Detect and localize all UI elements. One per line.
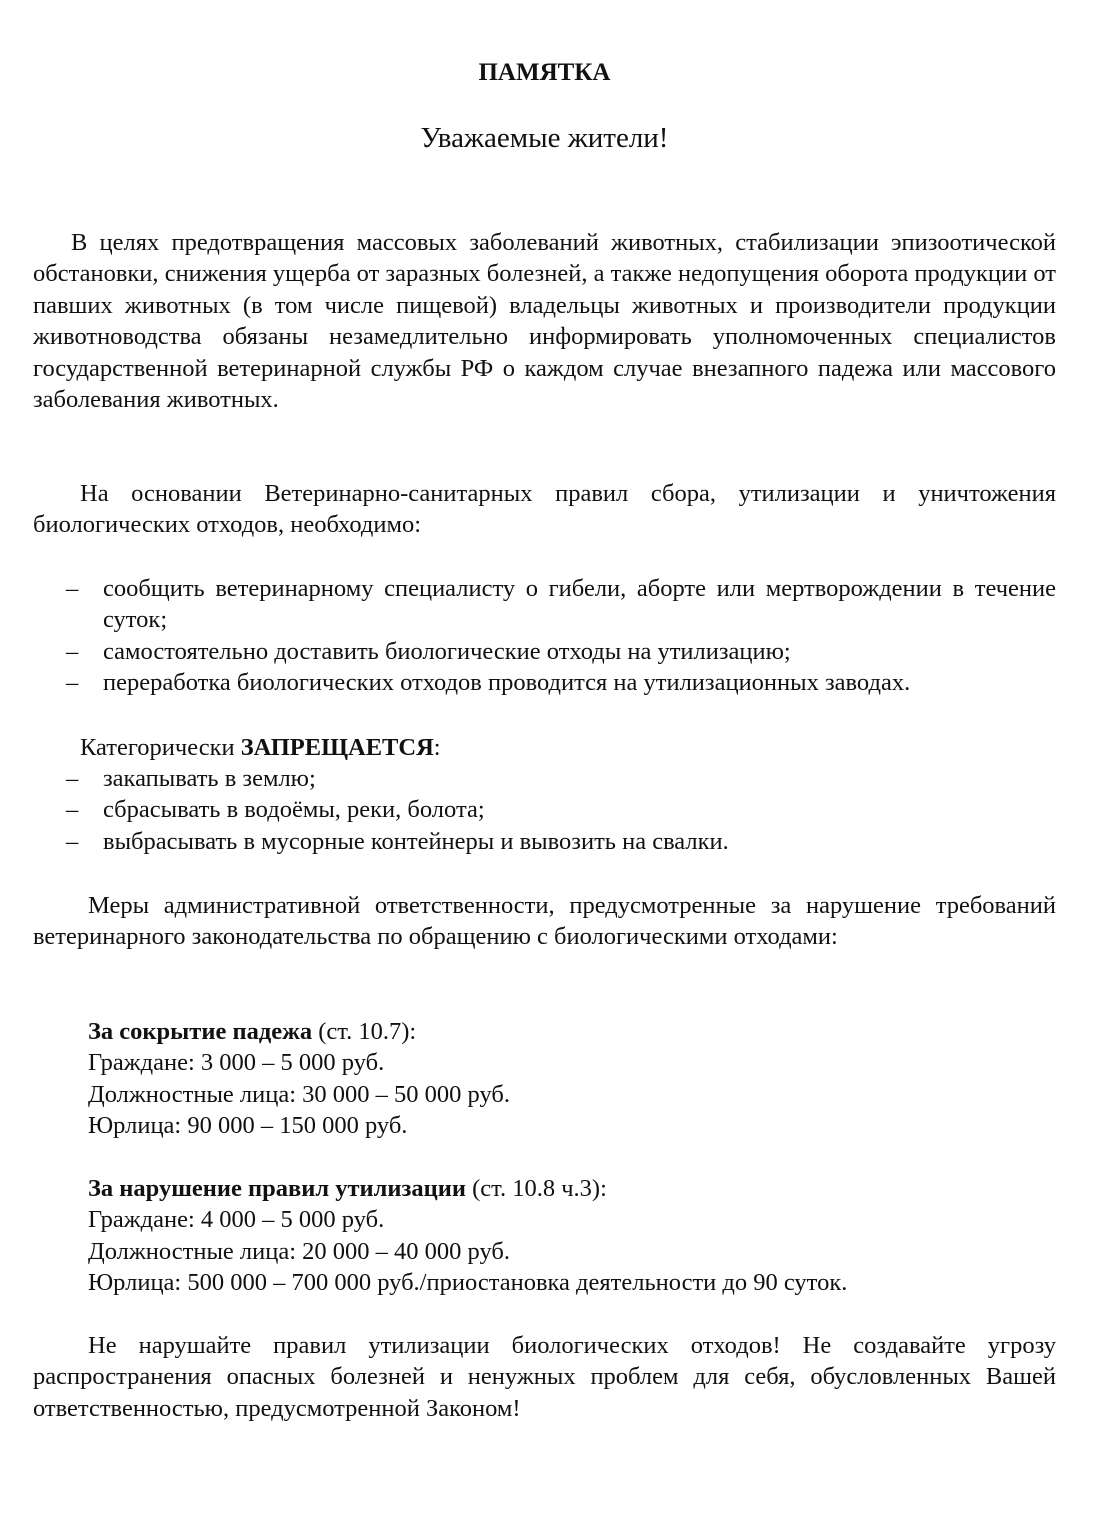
dash-bullet: –: [66, 765, 79, 792]
prohibited-heading: [33, 732, 1056, 763]
fine-line: Граждане: 3 000 – 5 000 руб.: [88, 1049, 385, 1077]
list-item: [33, 826, 1056, 857]
closing-paragraph: Не нарушайте правил утилизации биологических отходов! Не создавайте угрозу распространения опасных болезней и ненужных проблем для себя, обусловленных Вашей ответственностью, предусмотренной Законом!: [33, 1332, 1056, 1422]
list-item: [33, 794, 1056, 825]
list-item-text: переработка биологических отходов проводится на утилизационных заводах.: [103, 669, 911, 697]
fine-group: [88, 1173, 1056, 1299]
dash-bullet: –: [66, 637, 79, 665]
rules-paragraph: На основании Ветеринарно-санитарных правил сбора, утилизации и уничтожения биологических отходов, необходимо:: [33, 480, 1056, 539]
list-item-text: самостоятельно доставить биологические отходы на утилизацию;: [103, 637, 791, 665]
document-title: ПАМЯТКА: [478, 59, 611, 86]
list-item-text: закапывать в землю;: [103, 765, 316, 792]
fine-group-article: (ст. 10.7):: [312, 1018, 417, 1045]
prohibited-prefix: Категорически: [80, 734, 241, 761]
list-item-text: сбрасывать в водоёмы, реки, болота;: [103, 796, 485, 824]
fine-group-article: (ст. 10.8 ч.3):: [465, 1175, 607, 1202]
list-item-text: сообщить ветеринарному специалисту о гибели, аборте или мертворождении в течение суток;: [103, 575, 1056, 634]
fine-line: Юрлица: 500 000 – 700 000 руб./приостановка деятельности до 90 суток.: [88, 1269, 848, 1297]
list-item: [33, 763, 1056, 794]
greeting-heading: Уважаемые жители!: [420, 122, 669, 154]
fine-line: Должностные лица: 30 000 – 50 000 руб.: [88, 1080, 510, 1108]
fine-line: Юрлица: 90 000 – 150 000 руб.: [88, 1112, 408, 1140]
fine-group-title: За сокрытие падежа: [88, 1018, 313, 1045]
fine-line: Граждане: 4 000 – 5 000 руб.: [88, 1206, 385, 1234]
fine-line: Должностные лица: 20 000 – 40 000 руб.: [88, 1237, 510, 1265]
dash-bullet: –: [66, 669, 79, 697]
list-item-text: выбрасывать в мусорные контейнеры и вывозить на свалки.: [103, 827, 729, 855]
list-item: [33, 636, 1056, 667]
dash-bullet: –: [66, 796, 79, 824]
fine-group: [88, 1016, 1056, 1142]
dash-bullet: –: [66, 827, 79, 855]
list-item: [33, 667, 1056, 698]
prohibited-list: [33, 763, 1056, 857]
fine-group-title: За нарушение правил утилизации: [88, 1175, 466, 1202]
list-item: [33, 573, 1056, 636]
liability-paragraph: Меры административной ответственности, предусмотренные за нарушение требований ветеринарного законодательства по обращению с биологическими отходами:: [33, 892, 1056, 951]
prohibited-emphasis: ЗАПРЕЩАЕТСЯ: [240, 734, 434, 761]
fine-group-heading: [88, 1173, 1056, 1204]
dash-bullet: –: [66, 575, 79, 602]
fine-group-heading: [88, 1016, 1056, 1047]
required-actions-list: [33, 573, 1056, 699]
intro-paragraph: В целях предотвращения массовых заболеваний животных, стабилизации эпизоотической обстановки, снижения ущерба от заразных болезней, а также недопущения оборота продукции от павших животных (в том числе пищевой) владельцы животных и производители продукции животноводства обязаны незамедлительно информировать уполномоченных специалистов государственной ветеринарной службы РФ о каждом случае внезапного падежа или массового заболевания животных.: [33, 229, 1056, 414]
prohibited-suffix: :: [433, 734, 441, 761]
